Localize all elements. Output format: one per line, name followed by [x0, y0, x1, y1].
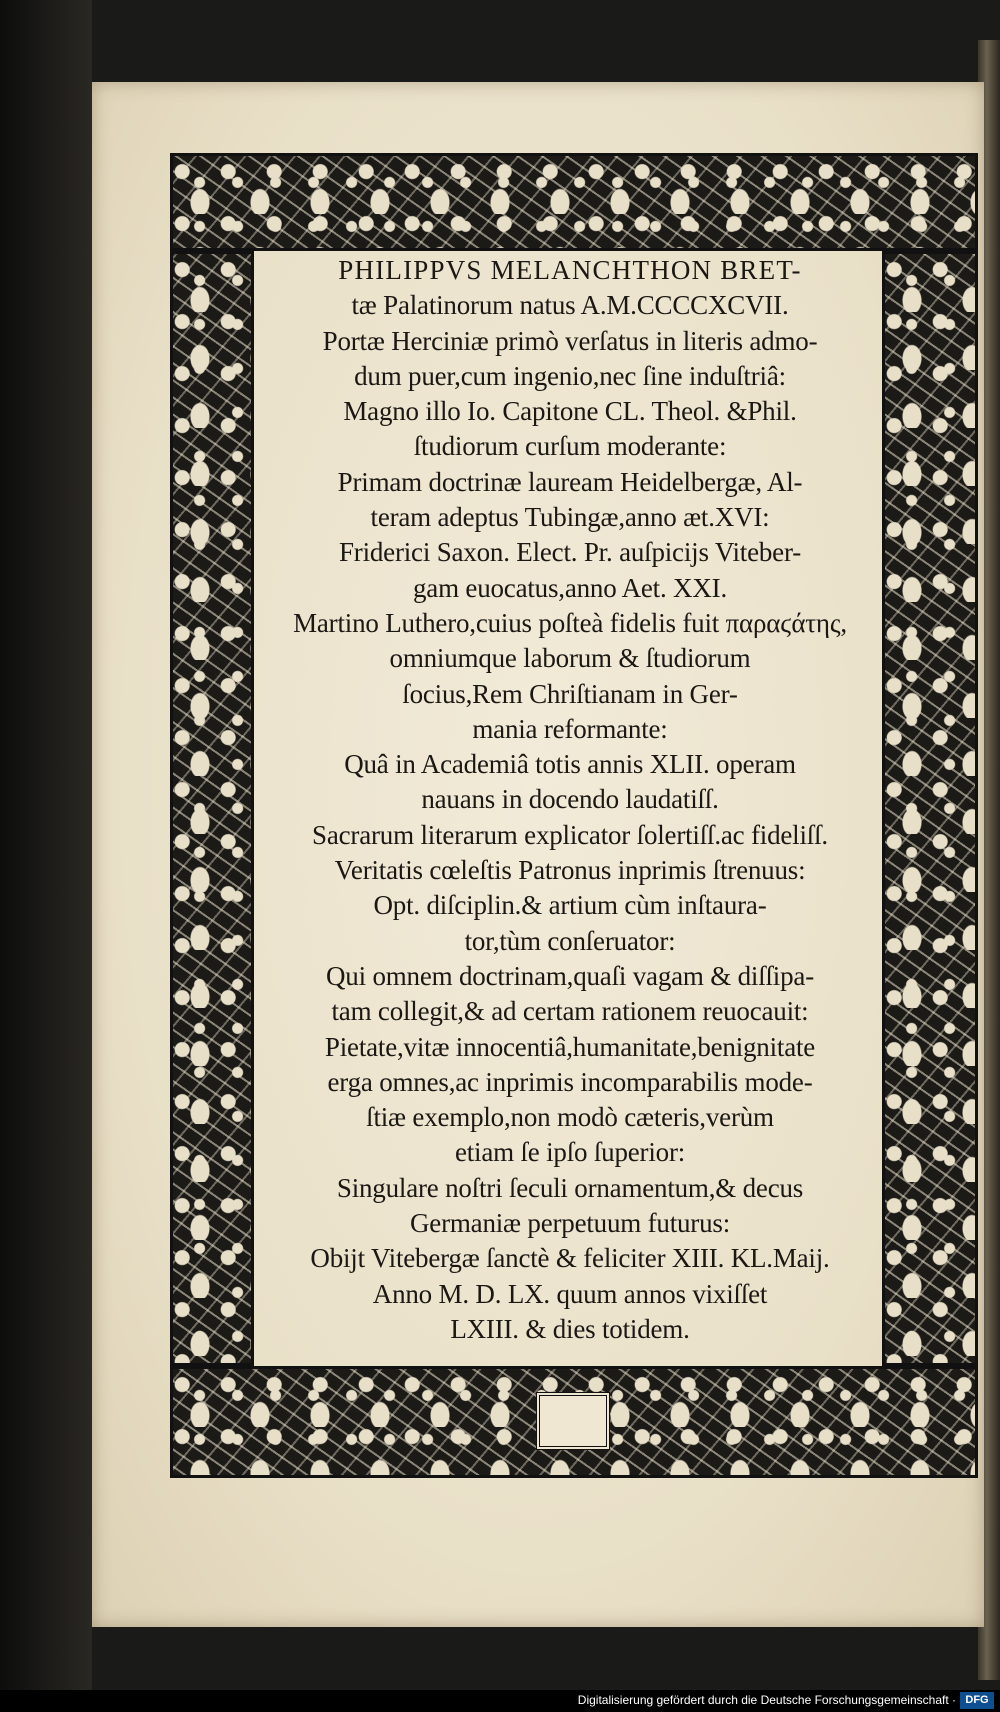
- epitaph-line: Anno M. D. LX. quum annos vixiſſet: [372, 1278, 768, 1309]
- woodcut-border-right: [882, 251, 978, 1366]
- epitaph-line: teram adeptus Tubingæ,anno æt.XVI:: [370, 502, 770, 533]
- digitization-footer: [0, 1690, 1000, 1712]
- footer-credit: Digitalisierung gefördert durch die Deutsche Forschungsgemeinschaft ·: [577, 1693, 956, 1707]
- epitaph-line: Quâ in Academiâ totis annis XLII. operam: [344, 749, 796, 780]
- epitaph-line: erga omnes,ac inprimis incomparabilis mode-: [327, 1066, 813, 1097]
- epitaph-line: Portæ Herciniæ primò verſatus in literis admo-: [322, 325, 818, 356]
- empty-cartouche: [536, 1392, 610, 1450]
- epitaph-line: etiam ſe ipſo ſuperior:: [454, 1137, 686, 1168]
- epitaph-line: tæ Palatinorum natus A.M.CCCCXCVII.: [351, 290, 789, 321]
- epitaph-line: Primam doctrinæ lauream Heidelbergæ, Al-: [337, 466, 803, 497]
- epitaph-line: Magno illo Io. Capitone CL. Theol. &Phil.: [343, 396, 797, 427]
- epitaph-heading: PHILIPPVS MELANCHTHON BRET-: [338, 255, 802, 285]
- epitaph-line: tam collegit,& ad certam rationem reuocauit:: [331, 996, 809, 1027]
- epitaph-line: Qui omnem doctrinam,quaſi vagam & diſſipa-: [326, 960, 814, 991]
- epitaph-line: Veritatis cœleſtis Patronus inprimis ſtrenuus:: [334, 855, 806, 886]
- woodcut-border-top: [170, 153, 978, 251]
- epitaph-line: LXIII. & dies totidem.: [450, 1313, 690, 1344]
- epitaph-line: nauans in docendo laudatiſſ.: [421, 784, 719, 815]
- epitaph-line: mania reformante:: [472, 713, 668, 744]
- epitaph-line: Sacrarum literarum explicator ſolertiſſ.ac fideliſſ.: [312, 819, 828, 850]
- epitaph-text: [262, 251, 878, 1363]
- epitaph-line: Opt. diſciplin.& artium cùm inſtaura-: [373, 890, 767, 921]
- epitaph-line: tor,tùm conſeruator:: [464, 925, 676, 956]
- epitaph-line: Pietate,vitæ innocentiâ,humanitate,benignitate: [324, 1031, 816, 1062]
- epitaph-line: dum puer,cum ingenio,nec ſine induſtriâ:: [354, 360, 786, 391]
- epitaph-line: Singulare noſtri ſeculi ornamentum,& decus: [336, 1172, 804, 1203]
- epitaph-line: ſtiæ exemplo,non modò cæteris,verùm: [366, 1102, 774, 1133]
- epitaph-line: Martino Luthero,cuius poſteà fidelis fuit παραϛάτης,: [293, 607, 847, 638]
- epitaph-line: Germaniæ perpetuum futurus:: [409, 1208, 731, 1239]
- epitaph-line: omniumque laborum & ſtudiorum: [389, 643, 751, 674]
- epitaph-line: ſocius,Rem Chriſtianam in Ger-: [402, 678, 738, 709]
- woodcut-border-left: [170, 251, 254, 1366]
- epitaph-line: gam euocatus,anno Aet. XXI.: [412, 572, 727, 603]
- epitaph-line: ſtudiorum curſum moderante:: [413, 431, 727, 462]
- dfg-logo: DFG: [960, 1692, 994, 1709]
- book-binding-left: [0, 0, 92, 1712]
- epitaph-line: Friderici Saxon. Elect. Pr. auſpicijs Viteber-: [338, 537, 802, 568]
- epitaph-line: Obijt Vitebergæ ſanctè & feliciter XIII. KL.Maij.: [310, 1243, 830, 1274]
